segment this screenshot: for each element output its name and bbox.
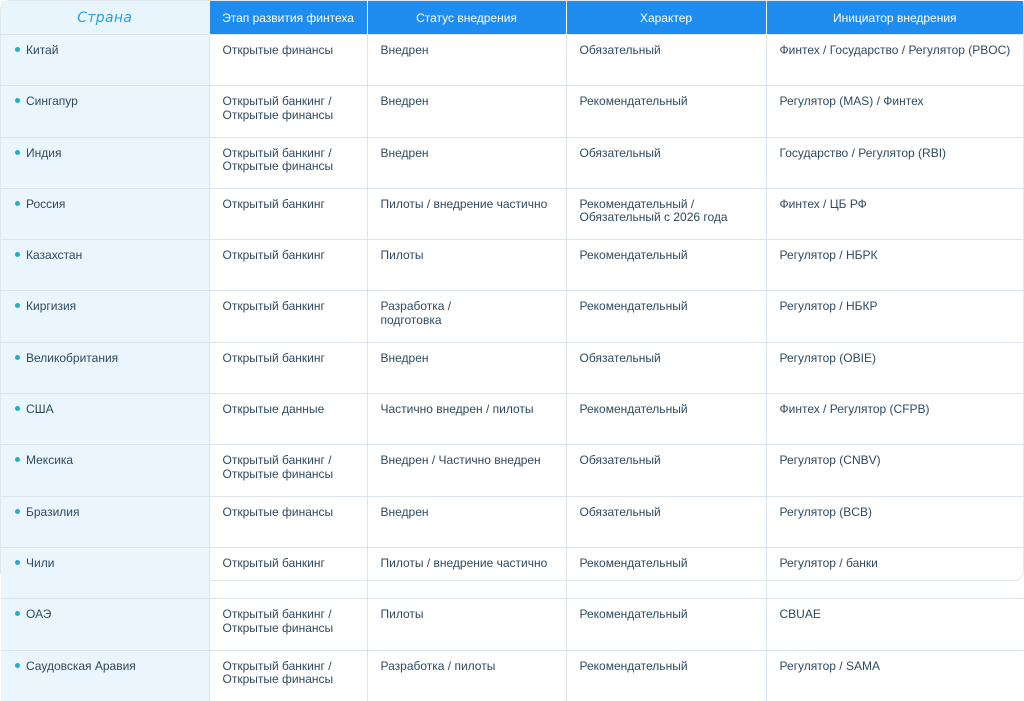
table-row bbox=[1, 291, 1023, 342]
table-row bbox=[1, 35, 1023, 86]
fintech-stage-cell: Открытый банкинг bbox=[209, 342, 367, 393]
country-name: Чили bbox=[26, 555, 55, 570]
initiator-cell: Регулятор (OBIE) bbox=[766, 342, 1023, 393]
initiator-cell: Регулятор (MAS) / Финтех bbox=[766, 86, 1023, 137]
implementation-status-cell: Разработка / пилоты bbox=[367, 650, 566, 701]
initiator-cell: CBUAE bbox=[766, 599, 1023, 650]
open-banking-comparison-table bbox=[1, 1, 1023, 701]
table-header bbox=[1, 1, 1023, 35]
bullet-dot-icon bbox=[15, 252, 20, 257]
table-row bbox=[1, 342, 1023, 393]
fintech-stage-cell: Открытый банкинг bbox=[209, 240, 367, 291]
nature-cell: Рекомендательный / Обязательный с 2026 года bbox=[566, 188, 766, 239]
bullet-dot-icon bbox=[15, 406, 20, 411]
country-name: Индия bbox=[26, 145, 62, 160]
nature-cell: Рекомендательный bbox=[566, 547, 766, 598]
fintech-stage-cell: Открытый банкинг bbox=[209, 188, 367, 239]
bullet-dot-icon bbox=[15, 457, 20, 462]
nature-cell: Рекомендательный bbox=[566, 394, 766, 445]
fintech-stage-cell: Открытый банкинг / Открытые финансы bbox=[209, 445, 367, 496]
nature-cell: Обязательный bbox=[566, 137, 766, 188]
initiator-cell: Государство / Регулятор (RBI) bbox=[766, 137, 1023, 188]
column-header-fintech-stage: Этап развития финтеха bbox=[209, 1, 367, 35]
table-row bbox=[1, 86, 1023, 137]
fintech-stage-cell: Открытые финансы bbox=[209, 35, 367, 86]
nature-cell: Рекомендательный bbox=[566, 240, 766, 291]
implementation-status-cell: Внедрен bbox=[367, 86, 566, 137]
nature-cell: Рекомендательный bbox=[566, 650, 766, 701]
bullet-dot-icon bbox=[15, 355, 20, 360]
country-name: Саудовская Аравия bbox=[26, 658, 136, 673]
fintech-stage-cell: Открытые финансы bbox=[209, 496, 367, 547]
country-name: Казахстан bbox=[26, 248, 83, 263]
initiator-cell: Финтех / Регулятор (CFPB) bbox=[766, 394, 1023, 445]
bullet-dot-icon bbox=[15, 509, 20, 514]
nature-cell: Рекомендательный bbox=[566, 599, 766, 650]
table-row bbox=[1, 547, 1023, 598]
bullet-dot-icon bbox=[15, 303, 20, 308]
country-name: Мексика bbox=[26, 453, 74, 468]
country-name: Великобритания bbox=[26, 350, 119, 365]
country-name: США bbox=[26, 402, 54, 417]
table-row bbox=[1, 650, 1023, 701]
country-name: Бразилия bbox=[26, 504, 80, 519]
bullet-dot-icon bbox=[15, 560, 20, 565]
table-row bbox=[1, 188, 1023, 239]
nature-cell: Обязательный bbox=[566, 342, 766, 393]
nature-cell: Обязательный bbox=[566, 496, 766, 547]
header-row bbox=[1, 1, 1023, 35]
bullet-dot-icon bbox=[15, 98, 20, 103]
country-cell bbox=[1, 599, 209, 650]
country-cell bbox=[1, 188, 209, 239]
implementation-status-cell: Внедрен bbox=[367, 342, 566, 393]
column-header-nature: Характер bbox=[566, 1, 766, 35]
country-name: ОАЭ bbox=[26, 607, 52, 622]
country-name: Китай bbox=[26, 43, 59, 57]
country-cell bbox=[1, 650, 209, 701]
column-header-country: Страна bbox=[1, 1, 209, 35]
initiator-cell: Финтех / ЦБ РФ bbox=[766, 188, 1023, 239]
implementation-status-cell: Частично внедрен / пилоты bbox=[367, 394, 566, 445]
country-cell bbox=[1, 394, 209, 445]
table-row bbox=[1, 496, 1023, 547]
implementation-status-cell: Пилоты bbox=[367, 599, 566, 650]
implementation-status-cell: Разработка / подготовка bbox=[367, 291, 566, 342]
fintech-stage-cell: Открытый банкинг / Открытые финансы bbox=[209, 650, 367, 701]
nature-cell: Рекомендательный bbox=[566, 291, 766, 342]
bullet-dot-icon bbox=[15, 47, 20, 52]
fintech-stage-cell: Открытый банкинг / Открытые финансы bbox=[209, 599, 367, 650]
table-row bbox=[1, 240, 1023, 291]
country-cell bbox=[1, 342, 209, 393]
table-body bbox=[1, 35, 1023, 701]
initiator-cell: Регулятор / банки bbox=[766, 547, 1023, 598]
initiator-cell: Финтех / Государство / Регулятор (PBOC) bbox=[766, 35, 1023, 86]
initiator-cell: Регулятор / НБРК bbox=[766, 240, 1023, 291]
fintech-stage-cell: Открытые данные bbox=[209, 394, 367, 445]
implementation-status-cell: Пилоты / внедрение частично bbox=[367, 547, 566, 598]
column-header-initiator: Инициатор внедрения bbox=[766, 1, 1023, 35]
initiator-cell: Регулятор (BCB) bbox=[766, 496, 1023, 547]
implementation-status-cell: Внедрен bbox=[367, 496, 566, 547]
bullet-dot-icon bbox=[15, 201, 20, 206]
country-name: Киргизия bbox=[26, 299, 77, 314]
country-cell bbox=[1, 291, 209, 342]
country-cell bbox=[1, 86, 209, 137]
country-cell bbox=[1, 496, 209, 547]
implementation-status-cell: Внедрен bbox=[367, 35, 566, 86]
initiator-cell: Регулятор / НБКР bbox=[766, 291, 1023, 342]
bullet-dot-icon bbox=[15, 611, 20, 616]
fintech-stage-cell: Открытый банкинг / Открытые финансы bbox=[209, 137, 367, 188]
fintech-stage-cell: Открытый банкинг / Открытые финансы bbox=[209, 86, 367, 137]
table-row bbox=[1, 137, 1023, 188]
initiator-cell: Регулятор / SAMA bbox=[766, 650, 1023, 701]
implementation-status-cell: Внедрен bbox=[367, 137, 566, 188]
nature-cell: Обязательный bbox=[566, 35, 766, 86]
country-cell bbox=[1, 35, 209, 86]
bullet-dot-icon bbox=[15, 663, 20, 668]
initiator-cell: Регулятор (CNBV) bbox=[766, 445, 1023, 496]
fintech-stage-cell: Открытый банкинг bbox=[209, 291, 367, 342]
nature-cell: Рекомендательный bbox=[566, 86, 766, 137]
country-cell bbox=[1, 240, 209, 291]
country-cell bbox=[1, 547, 209, 598]
implementation-status-cell: Внедрен / Частично внедрен bbox=[367, 445, 566, 496]
country-name: Россия bbox=[26, 196, 66, 211]
country-cell bbox=[1, 445, 209, 496]
nature-cell: Обязательный bbox=[566, 445, 766, 496]
fintech-stage-cell: Открытый банкинг bbox=[209, 547, 367, 598]
column-header-implementation-status: Статус внедрения bbox=[367, 1, 566, 35]
country-name: Сингапур bbox=[26, 94, 78, 109]
implementation-status-cell: Пилоты bbox=[367, 240, 566, 291]
table-row bbox=[1, 445, 1023, 496]
implementation-status-cell: Пилоты / внедрение частично bbox=[367, 188, 566, 239]
table-row bbox=[1, 394, 1023, 445]
bullet-dot-icon bbox=[15, 150, 20, 155]
table-row bbox=[1, 599, 1023, 650]
country-cell bbox=[1, 137, 209, 188]
